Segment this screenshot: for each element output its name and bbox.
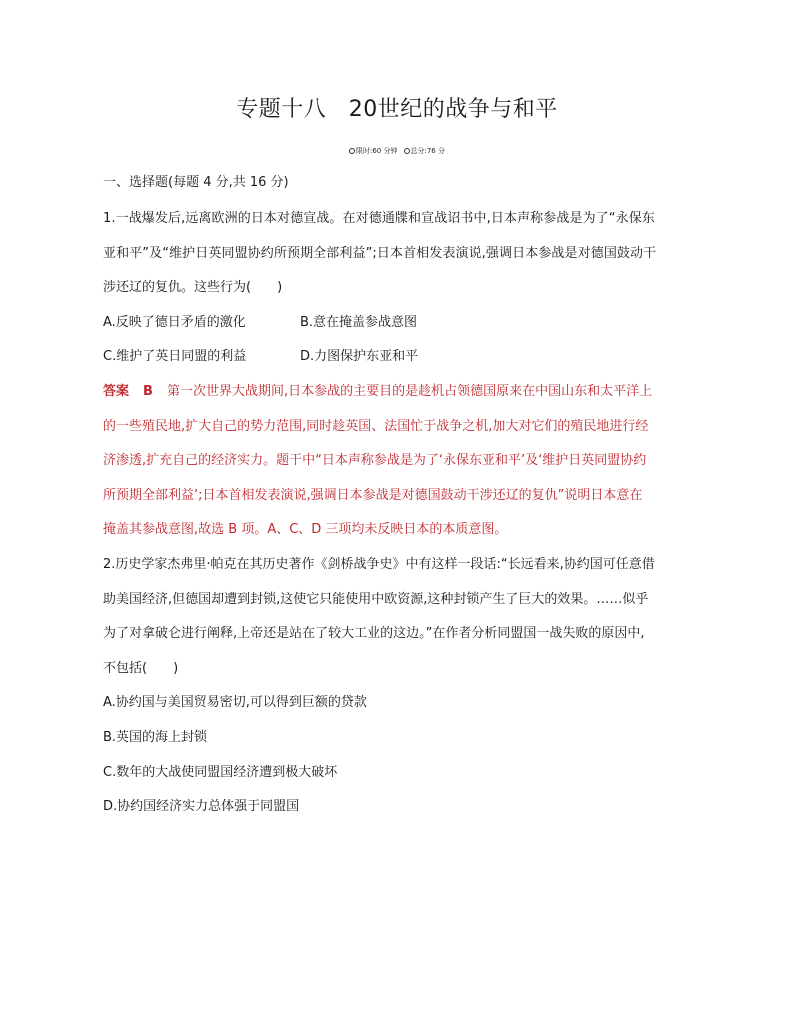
full-score: 总分:76 分	[410, 147, 445, 155]
exam-meta	[0, 146, 794, 156]
question-1-option-d: D.力图保护东亚和平	[300, 349, 419, 365]
question-1-line: 1.一战爆发后,远离欧洲的日本对德宣战。在对德通牒和宣战诏书中,日本声称参战是为了“永保东	[103, 211, 655, 226]
question-1-line: 亚和平”及“维护日英同盟协约所预期全部利益”;日本首相发表演说,强调日本参战是对德国鼓动干	[103, 245, 657, 261]
section-heading: 一、选择题(每题 4 分,共 16 分)	[103, 175, 289, 190]
answer-line: 的一些殖民地,扩大自己的势力范围,同时趁英国、法国忙于战争之机,加大对它们的殖民地进行经	[103, 418, 649, 434]
answer-label: 答案	[103, 383, 130, 399]
score-icon	[404, 148, 410, 154]
question-2-option-d: D.协约国经济实力总体强于同盟国	[103, 799, 300, 815]
question-2-option-c: C.数年的大战使同盟国经济遭到极大破坏	[103, 764, 338, 780]
question-2-option-b: B.英国的海上封锁	[103, 729, 208, 745]
question-2-line: 为了对拿破仑进行阐释,上帝还是站在了较大工业的这边。”在作者分析同盟国一战失败的原因中,	[103, 626, 645, 642]
question-1-options-row	[103, 313, 693, 348]
answer-line	[103, 382, 693, 417]
question-2-line: 2.历史学家杰弗里·帕克在其历史著作《剑桥战争史》中有这样一段话:“长远看来,协约国可任意借	[103, 556, 655, 572]
question-2-line: 不包括( )	[103, 660, 179, 676]
answer-text: 第一次世界大战期间,日本参战的主要目的是趁机占领德国原来在中国山东和太平洋上	[166, 383, 653, 399]
question-2-line: 助美国经济,但德国却遭到封锁,这使它只能使用中欧资源,这种封锁产生了巨大的效果。……似乎	[103, 591, 649, 607]
question-2-option-a: A.协约国与美国贸易密切,可以得到巨额的贷款	[103, 695, 367, 711]
question-1-option-c: C.维护了英日同盟的利益	[103, 349, 247, 365]
answer-letter: B	[143, 383, 153, 399]
answer-line: 济渗透,扩充自己的经济实力。题干中“日本声称参战是为了‘永保东亚和平’及‘维护日英同盟协约	[103, 453, 647, 469]
document-body	[103, 173, 693, 832]
clock-icon	[349, 148, 355, 154]
time-limit: 限时:60 分钟	[356, 147, 398, 155]
page-title: 专题十八 20世纪的战争与和平	[236, 97, 558, 122]
question-1-options-row	[103, 347, 693, 382]
question-1-line: 涉还辽的复仇。这些行为( )	[103, 280, 283, 296]
question-1-option-a: A.反映了德日矛盾的激化	[103, 314, 246, 330]
answer-line: 掩盖其参战意图,故选 B 项。A、C、D 三项均未反映日本的本质意图。	[103, 522, 508, 538]
answer-line: 所预期全部利益’;日本首相发表演说,强调日本参战是对德国鼓动干涉还辽的复仇”说明日本意在	[103, 487, 643, 503]
question-1-option-b: B.意在掩盖参战意图	[300, 314, 418, 330]
